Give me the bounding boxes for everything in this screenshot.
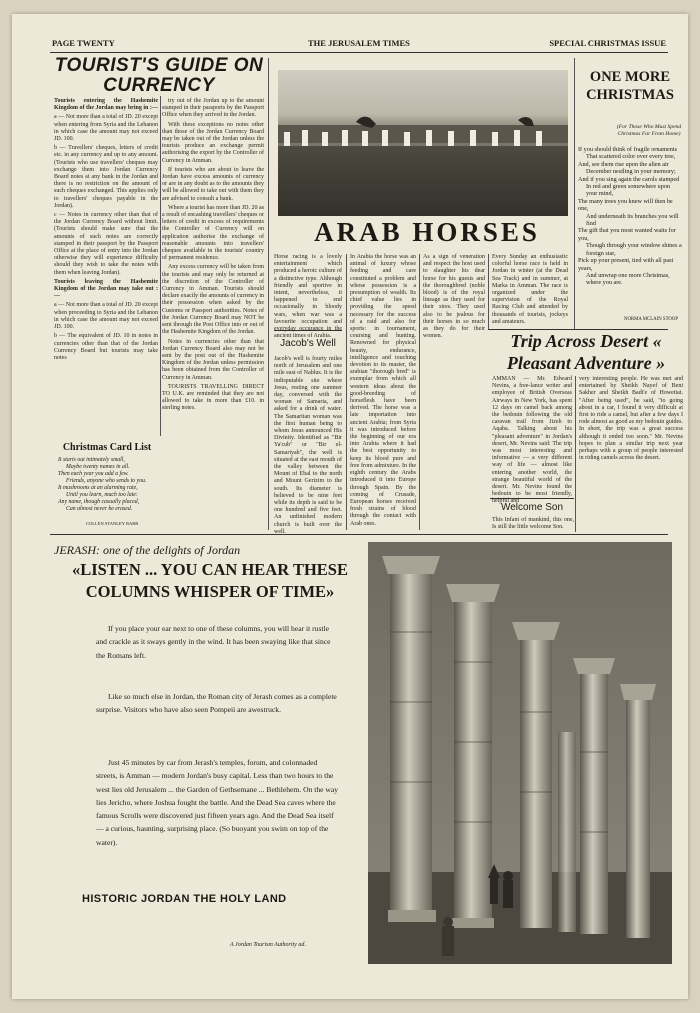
poem-line: And unwrap one more Christmas, where you are. [586,271,670,287]
tourist-paragraph: b — The equivalent of JD. 10 in notes in currencies other than that of the Jordan Currency Board but tourists may take notes [54,333,158,361]
column-rule [268,58,269,530]
card-list-poem [58,457,158,513]
arab-horses-headline: ARAB HORSES [314,217,540,247]
horses-photo-svg [278,70,568,216]
horses-column-4: Every Sunday an enthusiastic colorful horse race is held in Jordan in winter (at the Dead Sea Track) and in summer, at Marka in Amman. The race is organized under the supervision of the Royal Racing Club and attended by thousands of tourists, jockeys and amateurs. [492,254,568,325]
column-rule [488,254,489,330]
tourist-paragraph: Notes in currencies other than that Jordan Currency Board also may not be sent by the post out of the Hashemite Kingdom of the Jordan unless permission has been obtained from the Controller of Currency in Amman. [162,338,264,381]
poem-line: Though through your window shines a foreign star, [586,242,682,257]
historic-jordan-slogan: HISTORIC JORDAN THE HOLY LAND [82,893,287,905]
tourist-paragraph: Tourists entering the Hashemite Kingdom of the Jordan may bring in :— [54,98,158,112]
poem-line: It starts out intimately small, [58,457,125,463]
one-more-christmas-title: ONE MORE CHRISTMAS [586,69,674,103]
tourist-paragraph: TOURISTS TRAVELLING DIRECT TO U.K. are reminded that they are not allowed to take in more than £10. in sterling notes. [162,383,264,412]
poem-line: Until you learn, much too late: [66,492,138,498]
page-header [52,38,666,52]
jacobs-well-title: Jacob's Well [280,338,336,349]
card-list-title: Christmas Card List [62,442,152,453]
trip-column-1: AMMAN — Mr. Edward Nevins, a free-lance writer and employee of British Overseas Airways in New York, has spent 12 days on camel back among the bedouin following the old caravan trail from Jizeh to Aqaba. Talking about his "pleasant adventure" in Jordan's desert, Mr. Nevins said: The trip was most interesting and informative — a very different way of life — almost like entering another world, the strange beautiful world of the desert. Mr. Nevins found the bedouin to be most friendly, helpful and [492,376,572,505]
jerash-columns-photo [368,542,672,964]
tourist-paragraph: Any excess currency will be taken from the tourists and may only be returned at the discretion of the Controller of Currency in Amman. Tourists should declare exactly the amounts of currency in their possession when asked by the Customs or Passport authorities. Notes of the Jordan Currency Board may NOT be sent through the Post Office into or out of the Hashemite Kingdom of the Jordan. [162,264,264,336]
header-rule [50,52,668,53]
edition-label: SPECIAL CHRISTMAS ISSUE [549,38,666,48]
newspaper-page [12,14,688,999]
poem-line: It mushrooms at an alarming rate, [58,485,138,491]
tourist-guide-headline: TOURIST'S GUIDE ON CURRENCY [54,55,264,96]
column-rule [575,376,576,532]
tourist-paragraph: With these exceptions no notes other than those of the Jordan Currency Board may be taken out of the Jordan unless the tourists produce an exchange permit authorising the export by the Controller of Currency in Amman. [162,121,264,164]
horses-column-2: In Arabia the horse was an animal of luxury whose feeding and care constituted a problem and whose possession is a presumption of wealth. Its chief value lies in providing the speed necessary for the success of a raid and also for sports: in tournament, coursing and hunting. Renowned for physical beauty, endurance, intelligence and touching devotion to its master, the arabian "thorough bred" is exemplar from which all western ideas about the good-breeding of horseflesh have been derived. The horse was a late importation into ancient Arabia; from Syria it was introduced before the beginning of our era into Arabia where it had the best opportunity to keep its blood pure and free from admixture. In the eighth century the Arabs introduced it into Europe through Spain. By the coming of Crusade, European horses received fresh strains of blood through the contact with Arab ones. [350,254,416,527]
jerash-paragraph-1: If you place your ear next to one of these columns, you will hear it rustle and crackle as it sways gently in the wind. It has been swaying like that since the Romans left. [96,624,331,660]
tourist-paragraph: Where a tourist has more than JD. 20 as a result of encashing travellers' cheques or letters of credit in excess of requirements the Controller of Currency will on application authorise the exchange of reasonable amounts into travellers' cheques available in the tourists' country of permanent residence. [162,204,264,262]
jerash-paragraph-2: Like so much else in Jordan, the Roman city of Jerash comes as a complete surprise. Visitors who have also seen Pompeii are awestruck. [96,692,337,715]
poem-line: Any name, though casually placed, [58,499,140,505]
card-list-byline: COLLEN STANLEY BARR [86,521,139,526]
poem-line: And, see them rise upon the alien air [578,160,669,168]
tourist-paragraph: try out of the Jordan up to the amount stamped in their passports by the Passport Office when they arrived in the Jordan. [162,98,264,119]
column-rule [574,58,575,330]
tourist-paragraph: b — Travellers' cheques, letters of credit etc. in any currency and up to any amount. (Tourists who use travellers' cheques may exchange them into Jordan Currency Board notes at any bank in the Jordan and there is no restriction on the amount of such cheques exchanged. This applies only to travellers' cheques payable in the Jordan). [54,145,158,209]
welcome-rule [490,498,574,499]
poem-line: And if you sing again the carols stamped [578,175,680,183]
column-rule [419,254,420,530]
poem-line: Friends, anyone who sends to you. [66,478,147,484]
ad-credit: A Jordan Tourism Authority ad. [230,942,306,948]
column-rule [346,254,347,530]
jerash-columns-svg [368,542,672,964]
jerash-paragraph-3: Just 45 minutes by car from Jerash's temples, forum, and colonnaded streets, is Amman — modern Jordan's busy capital. Less than two hours to the west lies old Jerusalem ... the Garden of Gethsemane ... Bethlehem. On the way lies Jericho, where Joshua fought the battle. And the Dead Sea caves where the famous Scrolls were discovered just fifteen years ago. And the Dead Sea itself — a curious, haunting, surprising place. (So buoyant you swim on top of the water). [96,758,339,847]
poem-line: Maybe twenty names in all. [66,464,130,470]
column-rule [160,96,161,436]
one-more-christmas-byline: NORMA MCLAIN STOOP [624,317,679,322]
jerash-headline: «LISTEN ... YOU CAN HEAR THESE COLUMNS WHISPER OF TIME» [72,560,348,601]
horses-intro: Horse racing is a lovely entertainment which produced a heroic culture of a distinctive type. Although friendly and sportive in intent, nevertheless, it happened to end occasionally in bloody wars, when war was a favourite occupation and everyday occurance in the ancient times of Arabia. [274,254,342,340]
tourist-paragraph: Tourists leaving the Hashemite Kingdom of the Jordan may take out :— [54,278,158,300]
poem-line: The many trees you knew will then be one, [578,197,673,213]
well-rule [274,330,342,331]
tourist-guide-column-1 [54,98,158,438]
tourist-paragraph: c — Notes in currency other than that of the Jordan Currency Board without limit. (Tourists should make sure that the amounts of such notes are correctly stamped in their passport by the Passport Office at the place of entry into the Jordan otherwise they will experience difficulty should they wish to take the notes with them when leaving Jordan). [54,212,158,276]
one-more-christmas-poem [578,146,682,287]
horses-column-3: As a sign of veneration and respect the host used to slaughter his dear horse for his guests and the thoroughbred (noble blood) is of the royal lineage as they used for their sires. They used also to be jealous for their horses in so much as they do for their women. [423,254,485,340]
trip-column-2: very interesting people. He was met and entertained by Sheikh Nayef of Beni Sakher and Sheikh Badi'e of Howeitat. "After being used", he said, "to going about in a car, I found it very difficult at first to ride a camel, but after a few days I rode almost as good as my bedouin guides. In short, the trip was a great success although it ended too soon." Mr. Nevins hopes to plan a similar trip next year perhaps with a group of people interested in riding camels across the desert. [579,376,683,462]
jerash-kicker: JERASH: one of the delights of Jordan [54,543,241,557]
poem-line: The gift that you most wanted waits for you, [578,227,676,242]
welcome-son-text: This Infant of mankind, this one, Is still the little welcome Son. [492,517,574,531]
poem-line: That scattered color over every tree, [586,153,676,161]
welcome-son-title: Welcome Son [500,502,564,513]
tourist-paragraph: a — Not more than a total of JD. 20 except when entering from Syria and the Lebanon in which case the amount may not exceed JD. 100. [54,114,158,143]
section-rule [50,534,668,535]
poem-line: If you should think of fragile ornaments [578,146,677,153]
trip-across-desert-headline: Trip Across Desert « Pleasant Adventure » [506,331,666,373]
poem-line: Then each year you add a few. [58,471,129,477]
page-number: PAGE TWENTY [52,38,115,48]
poem-line: Pick up your present, tied with all past years, [578,257,674,272]
newspaper-name: THE JERUSALEM TIMES [308,38,410,48]
poem-line: Can almost never be erased. [66,506,133,512]
jacobs-well-text: Jacob's well is fourty miles north of Jerusalem and one mile east of Nablus. It is the indisputable site where Jesus, resting one summer day, conversed with the woman of Samaria, and asked for a drink of water. The Samaritan woman was the first human being to whom Jesus announced His Divinity. Identified as "Bir Ya'cub" or "Bir el-Samariyah", the well is situated at the east mouth of the valley between the Mount of Ebal to the north and Mount Gerizim to the south. Its diameter is believed to be nine feet while its depth is said to be one hundred and five feet. An unfinished modern church is built over the well. [274,356,342,535]
poem-line: December nestling in your memory; [586,168,676,176]
one-more-christmas-subtitle: (For Those Who Must Spend Christmas Far From Home) [616,124,682,137]
poem-line: In red and green somewhere upon your mind, [586,183,671,198]
horses-photo [278,70,568,216]
poem-line: And underneath its branches you will find [586,212,679,228]
tourist-paragraph: If tourists who are about to leave the Jordan have excess amounts of currency or are in any doubt as to the amounts they will be allowed to take out with them they are advised to consult a bank. [162,166,264,202]
tourist-guide-column-2 [162,98,264,528]
tourist-paragraph: a — Not more than a total of JD. 20 except when proceeding to Syria and the Lebanon in which case the amount may not exceed JD. 100. [54,302,158,331]
